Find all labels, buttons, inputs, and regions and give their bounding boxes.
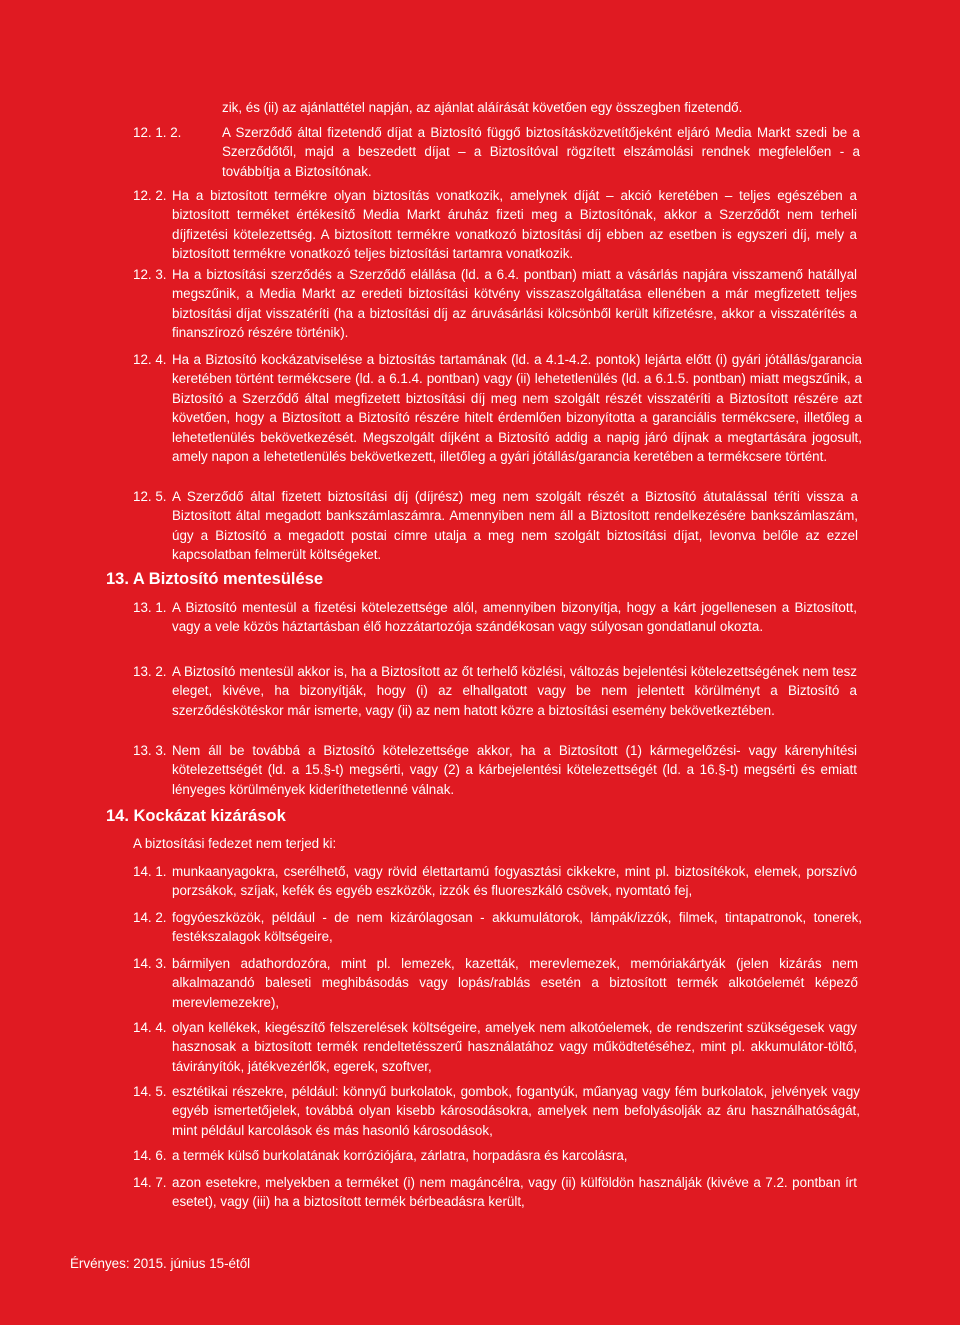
clause-number: 14. 3.: [133, 956, 167, 971]
clause-number: 14. 7.: [133, 1175, 167, 1190]
clause-number: 14. 2.: [133, 910, 167, 925]
clause-number: 13. 2.: [133, 664, 167, 679]
clause-number: 12. 1. 2.: [133, 125, 182, 140]
intro-continuation: zik, és (ii) az ajánlattétel napján, az ajánlat aláírását követően egy összegben fizetendő.: [222, 100, 743, 115]
clause-text: A Szerződő által fizetendő díjat a Biztosító függő biztosításközvetítőjeként eljáró Media Markt szedi be a Szerződőtől, majd a beszedett díjat – a Biztosítóval rögzített elszámolási rendnek megfelelően - a továbbítja a Biztosítónak.: [222, 125, 860, 179]
clause-text: olyan kellékek, kiegészítő felszerelések költségeire, amelyek nem alkotóelemek, de rendszerint szükségesek vagy hasznosak a biztosított termék rendeltetésszerű használatához vagy működtetéséhez, mint pl. akkumulátor-töltő, távirányítók, játékvezérlők, egerek, szoftver,: [172, 1020, 857, 1074]
section-14-heading: 14. Kockázat kizárások: [106, 807, 286, 825]
clause-text: azon esetekre, melyekben a terméket (i) nem magáncélra, vagy (ii) külföldön használják (kivéve a 7.2. pontban írt esetet), vagy (iii) ha a biztosított termék bérbeadásra került,: [172, 1175, 857, 1210]
section-13-heading: 13. A Biztosító mentesülése: [106, 570, 324, 588]
clause-text: Ha a biztosított termékre olyan biztosítás vonatkozik, amelynek díját – akció keretében – teljes egészében a biztosított terméket értékesítő Media Markt áruház fizeti meg a Biztosítónak, akkor a Szerződőt nem terheli díjfizetési kötelezettség. A biztosított termékre vonatkozó biztosítási díj ebben az esetben is egyszeri díj, mely a biztosított termékre vonatkozó teljes biztosítási tartamra vonatkozik.: [172, 188, 857, 262]
validity-footer: Érvényes: 2015. június 15-étől: [70, 1256, 251, 1271]
clause-number: 14. 1.: [133, 864, 167, 879]
clause-text: bármilyen adathordozóra, mint pl. lemezek, kazetták, merevlemezek, memóriakártyák (jelen kizárás nem alkalmazandó baleseti meghibásodás vagy lopás/rablás esetén a biztosított termék alkotóelemét képező merevlemezekre),: [172, 956, 858, 1010]
clause-text: Ha a biztosítási szerződés a Szerződő elállása (ld. a 6.4. pontban) miatt a vásárlás napjára visszamenő hatállyal megszűnik, a Media Markt az eredeti biztosítási kötvény visszaszolgáltatása ellenében a már megfizetett teljes biztosítási díjat visszatéríti (ha a biztosítási díj az áruvásárlási kölcsönből került kifizetésre, akkor a visszatérítés a finanszírozó részére történik).: [172, 267, 857, 341]
clause-text: A Szerződő által fizetett biztosítási díj (díjrész) meg nem szolgált részét a Biztosító átutalással téríti vissza a Biztosított által megadott bankszámlaszámra. Amennyiben nem áll a Biztosított rendelkezésére bankszámlaszám, úgy a Biztosító a megadott postai címre utalja a meg nem szolgált biztosítási díjat, levonva belőle az ezzel kapcsolatban felmerült költségeket.: [172, 489, 858, 563]
clause-text: a termék külső burkolatának korróziójára, zárlatra, horpadásra és karcolásra,: [172, 1148, 628, 1163]
clause-text: Nem áll be továbbá a Biztosító kötelezettsége akkor, ha a Biztosított (1) kármegelőzési- vagy kárenyhítési kötelezettségét (ld. a 15.§-t) megsérti, vagy (2) a kárbejelentési kötelezettségét (ld. a 16.§-t) megsérti és emiatt lényeges körülmények kideríthetetlenné válnak.: [172, 743, 857, 797]
clause-number: 14. 6.: [133, 1148, 167, 1163]
clause-number: 12. 4.: [133, 352, 167, 367]
section-14-intro: A biztosítási fedezet nem terjed ki:: [133, 836, 337, 851]
clause-text: Ha a Biztosító kockázatviselése a biztosítás tartamának (ld. a 4.1-4.2. pontok) lejárta előtt (i) gyári jótállás/garancia keretében történt termékcsere (ld. a 6.1.4. pontban) vagy (ii) lehetetlenülés (ld. a 6.1.5. pontban) miatt megszűnik, a Biztosító a Szerződő által megfizetett biztosítási díj meg nem szolgált részét visszatéríti a Biztosított részére azt követően, hogy a Biztosított a Biztosító részére hitelt érdemlően bizonyította a garanciális termékcsere, illetőleg a lehetetlenülés bekövetkezését. Megszolgált díjként a Biztosító addig a napig járó díjnak a megtartására jogosult, amely napon a lehetetlenülés bekövetkezett, illetőleg a gyári jótállás/garancia keretében a termékcsere történt.: [172, 352, 862, 465]
clause-number: 13. 1.: [133, 600, 167, 615]
clause-text: A Biztosító mentesül akkor is, ha a Biztosított az őt terhelő közlési, változás bejelentési kötelezettségének nem tesz eleget, kivéve, ha bizonyítják, hogy (i) az elhallgatott vagy be nem jelentett körülményt a Biztosító a szerződéskötéskor már ismerte, vagy (ii) az nem hatott közre a biztosítási esemény bekövetkeztében.: [172, 664, 857, 718]
clause-number: 12. 5.: [133, 489, 167, 504]
clause-number: 13. 3.: [133, 743, 167, 758]
clause-number: 12. 2.: [133, 188, 167, 203]
clause-text: munkaanyagokra, cserélhető, vagy rövid élettartamú fogyasztási cikkekre, mint pl. biztosítékok, elemek, porszívó porzsákok, szíjak, kefék és egyéb eszközök, izzók és fluoreszkáló csövek, nyomtató fej,: [172, 864, 857, 899]
clause-text: fogyóeszközök, például - de nem kizárólagosan - akkumulátorok, lámpák/izzók, filmek, tintapatronok, tonerek, festékszalagok költségeire,: [172, 910, 862, 945]
clause-text: A Biztosító mentesül a fizetési kötelezettsége alól, amennyiben bizonyítja, hogy a kárt jogellenesen a Biztosított, vagy a vele közös háztartásban élő hozzátartozója szándékosan vagy súlyosan gondatlanul okozta.: [172, 600, 857, 635]
clause-number: 14. 5.: [133, 1084, 167, 1099]
clause-text: esztétikai részekre, például: könnyű burkolatok, gombok, fogantyúk, műanyag vagy fém burkolatok, jelvények vagy egyéb ismertetőjelek, továbbá olyan kisebb károsodásokra, amelyek nem befolyásolják az áru használhatóságát, mint például karcolások és más hasonló károsodások,: [172, 1084, 860, 1138]
clause-number: 14. 4.: [133, 1020, 167, 1035]
clause-number: 12. 3.: [133, 267, 167, 282]
